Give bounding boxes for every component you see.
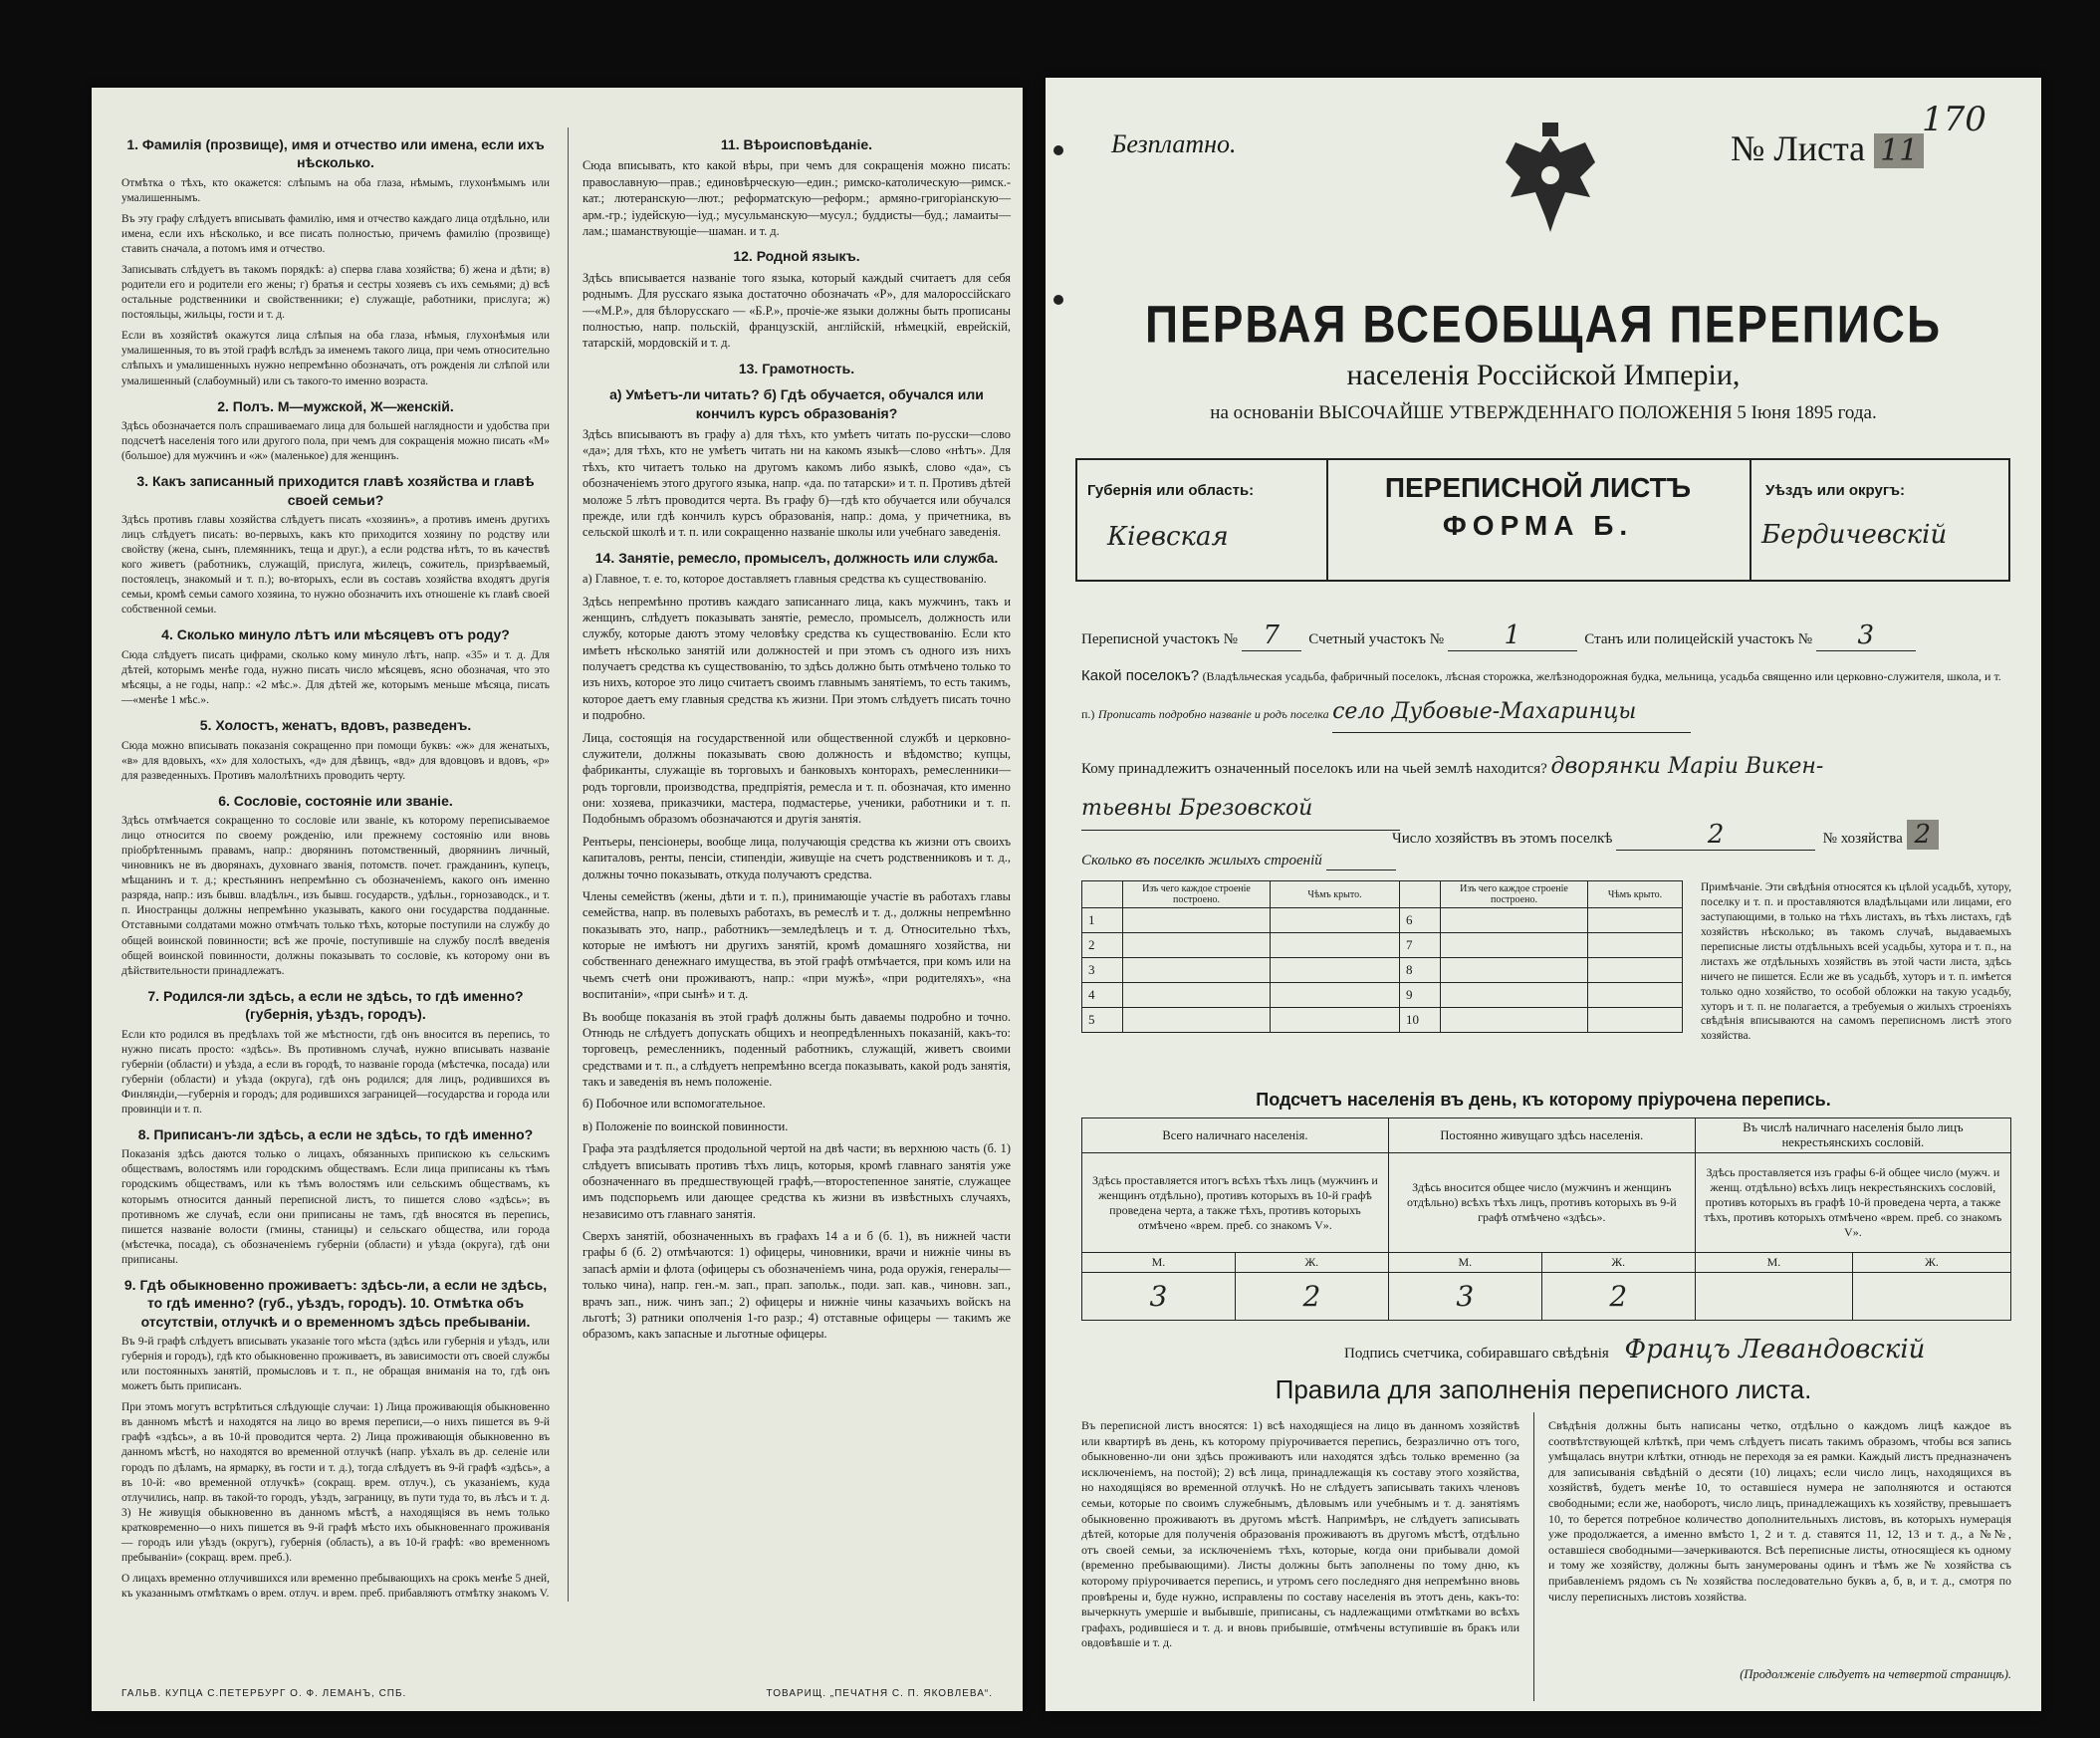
households-label: Число хозяйствъ въ этомъ поселкѣ bbox=[1392, 831, 1613, 847]
paragraph: Если въ хозяйствѣ окажутся лица слѣпыя на оба глаза, нѣмыя, глухонѣмыя или умалишенныя, то въ этой графѣ вслѣдъ за именемъ такого лица, при чемъ относительно слѣпыхъ и умалишенныхъ нужно непремѣнно обозначать, отъ рожденія ли слѣпой или умалишенный (слабоумный) или съ такого-то именно возраста. bbox=[121, 330, 550, 387]
owner-label: Кому принадлежитъ означенный поселокъ или на чьей землѣ находится? bbox=[1081, 761, 1547, 777]
printer-footer-left: ГАЛЬВ. КУПЦА С.ПЕТЕРБУРГ О. Ф. ЛЕМАНЪ, СПБ. bbox=[121, 1688, 407, 1699]
household-no-value: 2 bbox=[1907, 820, 1940, 850]
schet-uch-label: Счетный участокъ № bbox=[1308, 631, 1445, 647]
section-heading: 2. Полъ. М—мужской, Ж—женскій. bbox=[217, 397, 454, 414]
paragraph: Отмѣтка о тѣхъ, кто окажется: слѣпымъ на оба глаза, нѣмымъ, глухонѣмымъ или умалишеннымъ. bbox=[121, 176, 550, 204]
census-title: ПЕРВАЯ ВСЕОБЩАЯ ПЕРЕПИСЬ bbox=[1144, 294, 1943, 354]
left-page bbox=[92, 88, 1023, 1711]
households-line bbox=[1392, 820, 1939, 851]
paragraph: Въ вообще показанія въ этой графѣ должны быть даваемы подробно и точно. Отнюдь не слѣдуетъ допускать общихъ и неопредѣленныхъ показаній, какъ-то: торговецъ, ремесленникъ, поденный работникъ, служащій, живетъ своими средствами и т. п., а слѣдуетъ непремѣнно всегда показывать, какой родъ занятія, такъ и заведенія въ немъ положеніе. bbox=[583, 1009, 1011, 1090]
section-heading: 7. Родился-ли здѣсь, а если не здѣсь, то гдѣ именно? (губернія, уѣздъ, городъ). bbox=[147, 987, 524, 1023]
row-number: 7 bbox=[1400, 933, 1441, 958]
paragraph: Сверхъ занятій, обозначенныхъ въ графахъ 14 а и б (б. 1), въ нижней части графы б (б. 2) отмѣчаются: 1) офицеры, чиновники, врачи и нижніе чины въ запасѣ арміи и флота (офицеры съ обозначеніемъ чина, рода оружія, генералы—только чина), напр. ген.-м. зап., прап. запольк., поди. зап. кав., чиновн. зап., врачъ зап., ниж. чинъ зап.; 2) офицеры и нижніе чины казачьихъ войскъ на льготѣ; 3) ратники ополченія 1-го разр.; 4) отставные офицеры — такимъ же образомъ, какъ запасные и льготные офицеры. bbox=[583, 1229, 1011, 1342]
households-value: 2 bbox=[1616, 820, 1815, 851]
section-heading: 13. Грамотность. bbox=[738, 360, 855, 376]
paragraph: Лица, состоящія на государственной или общественной службѣ и церковно-служители, должны показывать свою должность и вѣдомство; купцы, фабриканты, служащіе въ торговыхъ и банковыхъ конторахъ, ремесленники—родъ торговли, производства, предпріятія, ремесла и т. п. обозначая, кто именно они: хозяева, приказчики, мастера, подмастерье, ученики, работники и т. п. Подобнымъ образомъ обозначаются и другія занятія. bbox=[583, 730, 1011, 827]
sheet-number-label: № Листа bbox=[1731, 128, 1866, 168]
row-number: 9 bbox=[1400, 983, 1441, 1008]
guberniya-cell bbox=[1077, 460, 1328, 580]
paragraph: О лицахъ временно отлучившихся или временно пребывающихъ на срокъ менѣе 5 дней, къ указаннымъ отмѣткамъ о врем. отлуч. и врем. преб. прибавляютъ отмѣтку знакомъ V. bbox=[121, 1572, 550, 1600]
paragraph: Здѣсь непремѣнно противъ каждаго записаннаго лица, какъ мужчинъ, такъ и женщинъ, слѣдуетъ показывать занятіе, ремесло, промыселъ, должность или службу, которые даютъ этому человѣку средства къ существованію. Если кто имѣетъ нѣсколько занятій или должностей и при этомъ съ одного изъ нихъ получаетъ средства къ существованію, то здѣсь должно быть отмѣчено только то изъ нихъ, которое это лицо считаетъ своимъ главнымъ занятіемъ, то есть такимъ, которое даетъ ему главныя средства къ жизни. При этомъ слѣдуетъ писать точно и подробно. bbox=[583, 594, 1011, 723]
signature-label: Подпись счетчика, собиравшаго свѣдѣнія bbox=[1344, 1346, 1609, 1362]
total-female-value: 2 bbox=[1235, 1273, 1388, 1321]
paragraph: Сюда можно вписывать показанія сокращенно при помощи буквъ: «ж» для женатыхъ, «в» для вдовыхъ, «х» для холостыхъ, «д» для дѣвицъ, «вд» для вдовцовъ и вдовъ, «р» для разведенныхъ. Противъ малолѣтнихъ проводить черту. bbox=[121, 739, 550, 782]
male-label: М. bbox=[1388, 1253, 1541, 1273]
buildings-value bbox=[1326, 853, 1396, 870]
rules-continuation: (Продолженіе слѣдуетъ на четвертой страницѣ). bbox=[1740, 1667, 2011, 1681]
signature-line bbox=[1344, 1335, 1925, 1365]
paragraph: Здѣсь обозначается полъ спрашиваемаго лица для большей наглядности и удобства при подсчетѣ населенія того или другого пола, при чемъ для сокращенія можно писать «М» (большое) для мужчинъ и «ж» (маленькое) для женщинъ. bbox=[121, 420, 550, 463]
table-row bbox=[1082, 958, 1683, 983]
row-number: 1 bbox=[1082, 908, 1123, 933]
roof-header: Чѣмъ крыто. bbox=[1588, 881, 1683, 908]
count-col-3-desc: Здѣсь проставляется изъ графы 6-й общее число (мужч. и женщ. отдѣльно) всѣхъ лицъ некрестьянскихъ сословій, противъ которыхъ въ графѣ 10-й проведена черта, а также тѣхъ, противъ которыхъ отмѣчено «врем. преб. со знакомъ V». bbox=[1695, 1153, 2010, 1253]
row-number: 6 bbox=[1400, 908, 1441, 933]
paragraph: При этомъ могутъ встрѣтиться слѣдующіе случаи: 1) Лица проживающія обыкновенно въ данномъ мѣстѣ и находятся на лицо во время переписи,—о нихъ пишется въ 9-й графѣ «здѣсь», а въ 10-й проводится черта. 2) Лица проживающія обыкновенно въ данномъ мѣстѣ, но находятся во временной отлучкѣ (напр. уѣхалъ въ др. селеніе или городъ по дѣламъ, на ярмарку, въ гости и т. д.), тогда слѣдуетъ въ 9-й графѣ «здѣсь», а въ 10-й: «во временной отлучкѣ» (сокращ. врем. отлуч.), съ указаніемъ, куда отлучились, напр. въ такой-то городъ, уѣздъ, заграницу, въ пути туда то, въ лѣсъ и т. д. 3) Не живущія обыкновенно въ данномъ мѣстѣ, а находящіяся въ немъ только кратковременно—о нихъ пишется въ 9-й графѣ мѣсто ихъ обыкновеннаго проживанія — городъ или уѣздъ (округъ), губернія (область), а въ 10-й графѣ: «во временномъ пребываніи» (сокращ. врем. преб.). bbox=[121, 1401, 550, 1564]
perepis-uch-label: Переписной участокъ № bbox=[1081, 631, 1238, 647]
section-heading: 4. Сколько минуло лѣтъ или мѣсяцевъ отъ роду? bbox=[161, 626, 510, 643]
printer-footer-right: ТОВАРИЩ. „ПЕЧАТНЯ С. П. ЯКОВЛЕВА“. bbox=[766, 1688, 993, 1699]
permanent-male-value: 3 bbox=[1388, 1273, 1541, 1321]
stan-value: 3 bbox=[1816, 621, 1916, 651]
paragraph: Здѣсь противъ главы хозяйства слѣдуетъ писать «хозяинъ», а противъ именъ другихъ лицъ слѣдуетъ писать: во-первыхъ, какъ кто приходится хозяину по родству или свойству (жена, сынъ, племянникъ, теща и друг.), а если родства нѣтъ, то въ качествѣ кого живетъ (работникъ, служащій, прислуга, жилецъ, сожитель, призрѣваемый, постоялецъ, знакомый и т. п.); во-вторыхъ, если въ составъ хозяйства входятъ другія семьи, кромѣ семьи самого хозяина, то нужно обозначить ихъ отношеніе къ главѣ своей собственной семьи. bbox=[121, 514, 550, 617]
building-material-header: Изъ чего каждое строеніе построено. bbox=[1441, 881, 1588, 908]
section-heading: 1. Фамилія (прозвище), имя и отчество или имена, если ихъ нѣсколько. bbox=[126, 136, 545, 171]
count-col-2-header: Постоянно живущаго здѣсь населенія. bbox=[1388, 1118, 1695, 1153]
poselok-hint: (Владѣльческая усадьба, фабричный поселокъ, лѣсная сторожка, желѣзнодорожная будка, мельница, усадьба священно или церковно-служителя, школа, и т. п.) bbox=[1081, 669, 2001, 721]
count-col-3-header: Въ числѣ наличнаго населенія было лицъ некрестьянскихъ сословій. bbox=[1695, 1118, 2010, 1153]
poselok-value: село Дубовые-Махаринцы bbox=[1332, 691, 1691, 734]
count-col-1-desc: Здѣсь проставляется итогъ всѣхъ тѣхъ лицъ (мужчинъ и женщинъ отдѣльно), противъ которыхъ въ 10-й графѣ проведена черта, а также тѣхъ, противъ которыхъ отмѣчено «врем. преб. со знакомъ V». bbox=[1082, 1153, 1389, 1253]
paragraph: Если кто родился въ предѣлахъ той же мѣстности, гдѣ онъ вносится въ перепись, то нужно писать просто: «здѣсь». Въ противномъ случаѣ, нужно вписывать названіе губерніи (области) и уѣзда, а если въ городѣ, то названіе города (мѣстечка, посада) или губерніи (области) и уѣзда (округа), гдѣ онъ родился; для лицъ, родившихся въ Финляндіи,—губернія и городъ; для родившихся заграницей—государства и города или провинціи и т. п. bbox=[121, 1028, 550, 1116]
count-col-1-header: Всего наличнаго населенія. bbox=[1082, 1118, 1389, 1153]
instructions-column-2 bbox=[568, 127, 1011, 1602]
owner-value-2: тьевны Брезовской bbox=[1081, 788, 1400, 831]
female-label: Ж. bbox=[1853, 1253, 2011, 1273]
guberniya-value: Кiевская bbox=[1107, 522, 1229, 552]
rules-title: Правила для заполненія переписного листа. bbox=[1275, 1374, 1812, 1404]
paragraph: а) Главное, т. е. то, которое доставляетъ главныя средства къ существованію. bbox=[583, 572, 987, 587]
sheet-number-value: 11 bbox=[1874, 133, 1924, 168]
table-row bbox=[1082, 933, 1683, 958]
imperial-eagle-emblem bbox=[1496, 118, 1605, 237]
paragraph: Члены семействъ (жены, дѣти и т. п.), принимающіе участіе въ работахъ главы семейства, напр. въ полевыхъ работахъ, въ ремеслѣ и т. д., должны непремѣнно показывать это, напр., работникъ—земледѣлецъ и т. д. Относительно тѣхъ, которые не имѣютъ ни другихъ занятій, кромѣ домашняго хозяйства, ни собственнаго денежнаго имущества, въ этой графѣ отмѣчается, при комъ или на чьемъ счетѣ они проживаютъ, напр.: «при мужѣ», «при родителяхъ», «на воспитаніи», «при сынѣ» и т. д. bbox=[583, 888, 1011, 1002]
census-form-page bbox=[1046, 78, 2041, 1711]
poselok-hint-2: Прописать подробно названіе и родъ поселка bbox=[1097, 706, 1329, 721]
form-type: ФОРМА Б. bbox=[1442, 510, 1634, 541]
paragraph: Въ 9-й графѣ слѣдуетъ вписывать указаніе того мѣста (здѣсь или губернія и уѣздъ, или губернія и городъ), гдѣ кто обыкновенно проживаетъ, въ зависимости отъ своей службы или постоянныхъ занятій, промысловъ и т. п., не обращая вниманія на то, гдѣ онъ можетъ быть приписанъ. bbox=[121, 1336, 550, 1393]
buildings-note: Примѣчаніе. Эти свѣдѣнія относятся къ цѣлой усадьбѣ, хутору, поселку и т. п. и проставляются владѣльцами или лицами, его заступающими, в только на тѣхъ листахъ, въ тѣхъ листахъ, гдѣ хозяйствъ нѣсколько; въ такомъ случаѣ, выдаваемыхъ переписные листы отдѣльныхъ всей усадьбы, хутора и т. п., на листахъ же отдѣльныхъ хозяйствъ въ этой части листа, здѣсь ничего не пишется. Если же въ усадьбѣ, хуторъ и т. п. имѣется только одно хозяйство, то особой обложки на такую усадьбу, хуторъ и т. п. не полагается, а требуемыя о жилыхъ строеніяхъ свѣдѣнія вписываются на самомъ переписномъ листѣ этого хозяйства. bbox=[1701, 881, 2011, 1043]
stan-label: Станъ или полицейскій участокъ № bbox=[1584, 631, 1813, 647]
districts-line bbox=[1081, 621, 2017, 651]
buildings-label: Сколько въ поселкѣ жилыхъ строеній bbox=[1081, 853, 1322, 869]
section-heading: 9. Гдѣ обыкновенно проживаетъ: здѣсь-ли, а если не здѣсь, то гдѣ именно? (губ., уѣздъ, городъ). 10. Отмѣтка объ отсутствіи, отлучкѣ и о временномъ здѣсь пребываніи. bbox=[123, 1276, 548, 1330]
paragraph: Здѣсь отмѣчается сокращенно то сословіе или званіе, къ которому переписываемое лицо относится по своему рожденію, или прежнему состоянію или вновь пріобрѣтеннымъ правамъ, напр.: дворянинъ потомственный, дворянинъ личный, чиновникъ не въ дворянахъ, духовнаго званія, потомств. почет. гражданинъ, купецъ, мѣщанинъ и т. д.; крестьянинъ непремѣнно съ обозначеніемъ, какого онъ именно разряда, напр.: изъ бывш. владѣльч., изъ бывш. государств., удѣльн., горнозаводск., и т. п. Иностранцы должны непремѣнно указывать, какого они государства подданные. Отставными солдатами можно отмѣчать только тѣхъ, которые поступили на службу до общей воинской повинности; всѣ же прочіе, поступившіе на службу послѣ введенія общей воинской повинности, должны показывать то сословіе, къ которому они въ дѣйствительности принадлежатъ. bbox=[121, 815, 550, 977]
household-no-label: № хозяйства bbox=[1822, 831, 1903, 847]
paragraph: Сюда вписывать, кто какой вѣры, при чемъ для сокращенія можно писать: православную—прав.; единовѣрческую—един.; римско-католическую—римск.-кат.; лютеранскую—лют.; реформатскую—реформ.; армяно-григоріанскую—арм.-гр.; іудейскую—іуд.; мусульманскую—мусул.; буддисты—буд.; ламаиты—лам.; шаманствующіе—шаман. и т. д. bbox=[583, 158, 1011, 238]
section-heading: а) Умѣетъ-ли читать? б) Гдѣ обучается, обучался или кончилъ курсъ образованія? bbox=[609, 386, 984, 421]
buildings-table bbox=[1081, 880, 1683, 1033]
count-col-2-desc: Здѣсь вносится общее число (мужчинъ и женщинъ отдѣльно) всѣхъ тѣхъ лицъ, противъ которыхъ въ 9-й графѣ отмѣчено «здѣсь». bbox=[1388, 1153, 1695, 1253]
paragraph: Здѣсь вписывается названіе того языка, который каждый считаетъ для себя роднымъ. Для русскаго языка достаточно обозначать «Р», для малороссійскаго—«М.Р.», для бѣлорусскаго — «Б.Р.», прочіе-же языки должны быть прописаны полностью, напр. польскій, французскій, англійскій, нѣмецкій, еврейскій, татарскій, мордовскій и т. д. bbox=[583, 270, 1011, 351]
rules-column-left: Въ переписной листъ вносятся: 1) всѣ находящіеся на лицо въ данномъ хозяйствѣ или квартирѣ въ день, къ которому пріурочивается перепись, безразлично отъ того, обыкновенно-ли они здѣсь проживаютъ или находятся здѣсь только временно (за исключеніемъ, на постой); 2) всѣ лица, принадлежащія къ составу этого хозяйства, но находящіяся во временной отлучкѣ. Но не слѣдуетъ записывать такихъ членовъ семьи, которые по своимъ служебнымъ, дѣловымъ или учебнымъ и т. д. занятіямъ обыкновенно проживаютъ въ другомъ мѣстѣ. Напримѣръ, не слѣдуетъ записывать дѣтей, которые для полученія образованія проживаютъ въ другомъ мѣстѣ, отдѣльно отъ своей семьи, за исключеніемъ тѣхъ, которые, когда они прибывали домой (временно пребывающими). Листы должны быть заполнены по тому дню, къ которому пріурочивается перепись, и утромъ сего последняго дня непремѣнно вновь провѣрены и, буде нужно, исправлены по составу населенія въ этотъ день, какъ-то: вычеркнуть умершіе и выбывшіе, приписаны, съ надлежащими отмѣтками во всѣхъ графахъ, родившіеся и т. д. и вновь прибывшіе, отмѣчены вступившіе въ бракъ или овдовѣвшіе и т. д. bbox=[1081, 1418, 1519, 1650]
header-box bbox=[1075, 458, 2010, 582]
row-number: 5 bbox=[1082, 1008, 1123, 1033]
counter-signature: Францъ Левандовскiй bbox=[1624, 1335, 1926, 1365]
section-heading: 12. Родной языкъ. bbox=[733, 248, 860, 265]
owner-line bbox=[1081, 746, 2017, 831]
row-number: 2 bbox=[1082, 933, 1123, 958]
section-heading: 11. Вѣроисповѣданіе. bbox=[720, 136, 873, 152]
schet-uch-value: 1 bbox=[1448, 621, 1577, 651]
row-number: 10 bbox=[1400, 1008, 1441, 1033]
non-peasant-female-value bbox=[1853, 1273, 2011, 1321]
buildings-line bbox=[1081, 853, 1396, 870]
form-title: ПЕРЕПИСНОЙ ЛИСТЪ bbox=[1384, 472, 1692, 503]
rules-divider bbox=[1533, 1412, 1534, 1701]
free-label: Безплатно. bbox=[1111, 129, 1237, 158]
census-decree: на основаніи ВЫСОЧАЙШЕ УТВЕРЖДЕННАГО ПОЛОЖЕНІЯ 5 Іюня 1895 года. bbox=[1210, 402, 1877, 423]
non-peasant-male-value bbox=[1695, 1273, 1852, 1321]
section-heading: 6. Сословіе, состояніе или званіе. bbox=[218, 792, 453, 809]
paragraph: Рентьеры, пенсіонеры, вообще лица, получающія средства къ жизни отъ своихъ капиталовъ, ренты, пенсіи, стипендіи, живущіе на счетъ родственниковъ и т. д., должны точно показывать, откуда получаютъ средства. bbox=[583, 834, 1011, 881]
perepis-uch-value: 7 bbox=[1242, 621, 1301, 651]
table-row bbox=[1082, 1008, 1683, 1033]
female-label: Ж. bbox=[1235, 1253, 1388, 1273]
instructions-column-1 bbox=[121, 127, 550, 1608]
paragraph: Въ эту графу слѣдуетъ вписывать фамилію, имя и отчество каждаго лица отдѣльно, или имена, если ихъ нѣсколько, и все писать полностью, причемъ фамилію (прозвище) ставить сначала, а потомъ имя и отчество. bbox=[121, 213, 550, 256]
table-row bbox=[1082, 983, 1683, 1008]
female-label: Ж. bbox=[1541, 1253, 1695, 1273]
guberniya-label: Губернія или область: bbox=[1087, 482, 1255, 499]
census-subtitle: населенія Россійской Имперіи, bbox=[1346, 359, 1741, 391]
archive-page-number: 170 bbox=[1922, 100, 1986, 139]
paragraph: Показанія здѣсь даются только о лицахъ, обязанныхъ припискою къ сельскимъ обществамъ, волостямъ или городскимъ обществамъ. Если лица приписаны къ тѣмъ городскимъ обществамъ, или къ тѣмъ волостямъ или сельскимъ обществамъ, къ которымъ относится данный переписной листъ, то пишется слово «здѣсь»; въ противномъ же случаѣ, если они приписаны не тамъ, гдѣ вносятся въ перепись, пишется названіе волости (гмины, станицы) и сельскаго общества, или города (мѣстечка, посада), съ обозначеніемъ губерніи (области) и уѣзда (округа), гдѣ они приписаны. bbox=[121, 1148, 550, 1266]
section-heading: 3. Какъ записанный приходится главѣ хозяйства и главѣ своей семьи? bbox=[136, 473, 535, 508]
row-number: 3 bbox=[1082, 958, 1123, 983]
roof-header: Чѣмъ крыто. bbox=[1271, 881, 1400, 908]
owner-value-1: дворянки Марiи Викен- bbox=[1550, 754, 1824, 779]
population-count-table bbox=[1081, 1117, 2011, 1321]
row-number: 4 bbox=[1082, 983, 1123, 1008]
count-title: Подсчетъ населенія въ день, къ которому пріурочена перепись. bbox=[1256, 1090, 1831, 1110]
uezd-value: Бердичевскiй bbox=[1761, 520, 1948, 550]
permanent-female-value: 2 bbox=[1541, 1273, 1695, 1321]
paragraph: в) Положеніе по воинской повинности. bbox=[583, 1118, 789, 1133]
paragraph: Записывать слѣдуетъ въ такомъ порядкѣ: а) сперва глава хозяйства; б) жена и дѣти; в) родители его и родители его жены; г) братья и сестры хозяевъ съ ихъ семьями; д) всѣ остальные родственники и свойственники; е) служащіе, работники, прислуга; ж) постояльцы, жильцы, гости и т. д. bbox=[121, 264, 550, 322]
poselok-label: Какой поселокъ? bbox=[1081, 667, 1200, 684]
section-heading: 14. Занятіе, ремесло, промыселъ, должность или служба. bbox=[594, 549, 999, 566]
sheet-number-field bbox=[1731, 127, 1924, 169]
punch-hole bbox=[1053, 145, 1063, 155]
building-material-header: Изъ чего каждое строеніе построено. bbox=[1123, 881, 1271, 908]
male-label: М. bbox=[1695, 1253, 1852, 1273]
paragraph: Сюда слѣдуетъ писать цифрами, сколько кому минуло лѣтъ, напр. «35» и т. д. Для дѣтей, которымъ менѣе года, нужно писать число мѣсяцевъ, ясно обозначая, что это мѣсяцы, а не годы, напр.: «2 мѣс.». Для дѣтей же, которымъ меньше мѣсяца, писать—«менѣе 1 мѣс.». bbox=[121, 648, 550, 707]
poselok-line bbox=[1081, 662, 2017, 733]
paragraph: Графа эта раздѣляется продольной чертой на двѣ части; въ верхнюю часть (б. 1) слѣдуетъ вписывать противъ тѣхъ лицъ, которыя, кромѣ главнаго занятія уже обозначеннаго въ предшествующей графѣ,—второстепенное занятіе, служащее имъ подспорьемъ или дающее средства къ жизни въ извѣстныхъ случаяхъ, независимо отъ главнаго занятія. bbox=[583, 1141, 1011, 1221]
rules-column-right: Свѣдѣнія должны быть написаны четко, отдѣльно о каждомъ лицѣ каждое въ соотвѣтствующей клѣткѣ, при чемъ слѣдуетъ писать такимъ образомъ, чтобы вся запись умѣщалась внутри клѣтки, отнюдь не переходя за ея рамки. Каждый листъ предназначенъ для записыванія свѣдѣній о десяти (10) лицахъ; если число лицъ, находящихся въ хозяйствѣ, будетъ менѣе 10, то оставшіеся нумера не заполняются и остаются свободными; если же, наоборотъ, число лицъ, принадлежащихъ къ хозяйству, превышаетъ 10, то берется потребное количество дополнительныхъ листовъ, въ которыхъ нумерація уже продолжается, а именно вмѣсто 1, 2 и т. д. ставятся 11, 12, 13 и т. д., а №№, оставшіеся свободными—зачеркиваются. Всѣ переписные листы, относящіеся къ одному и тому же хозяйству, должны быть занумерованы одинъ и тѣмъ же № хозяйства съ прибавленіемъ рядомъ съ № хозяйства последовательно буквъ а, б, в, и т. д., смотря по числу переписныхъ листовъ хозяйства. bbox=[1548, 1418, 2011, 1604]
form-title-cell bbox=[1326, 460, 1750, 580]
paragraph: Здѣсь вписываютъ въ графу а) для тѣхъ, кто умѣетъ читать по-русски—слово «да»; для тѣхъ, кто не умѣетъ читать ни на какомъ языкѣ—слово «нѣтъ». Для тѣхъ, кто читаетъ только на другомъ какомъ либо языкѣ, слово «да», съ обозначеніемъ этого другого языка, напр. «да. по татарски» и т. п. Противъ дѣтей моложе 5 лѣтъ проводится черта. Въ графу б)—гдѣ кто обучается или обучался прежде, или гдѣ кончилъ курсъ образованія, напр.: дома, у причетника, въ сельской школѣ и т. п. или сокращенно названіе школы или учебнаго заведенія. bbox=[583, 427, 1011, 540]
paragraph: б) Побочное или вспомогательное. bbox=[583, 1097, 766, 1112]
section-heading: 5. Холостъ, женатъ, вдовъ, разведенъ. bbox=[199, 717, 472, 734]
male-label: М. bbox=[1082, 1253, 1236, 1273]
total-male-value: 3 bbox=[1082, 1273, 1236, 1321]
table-row bbox=[1082, 908, 1683, 933]
uezd-cell bbox=[1750, 460, 2008, 580]
row-number: 8 bbox=[1400, 958, 1441, 983]
section-heading: 8. Приписанъ-ли здѣсь, а если не здѣсь, то гдѣ именно? bbox=[137, 1125, 534, 1142]
uezd-label: Уѣздъ или округъ: bbox=[1765, 482, 1906, 499]
